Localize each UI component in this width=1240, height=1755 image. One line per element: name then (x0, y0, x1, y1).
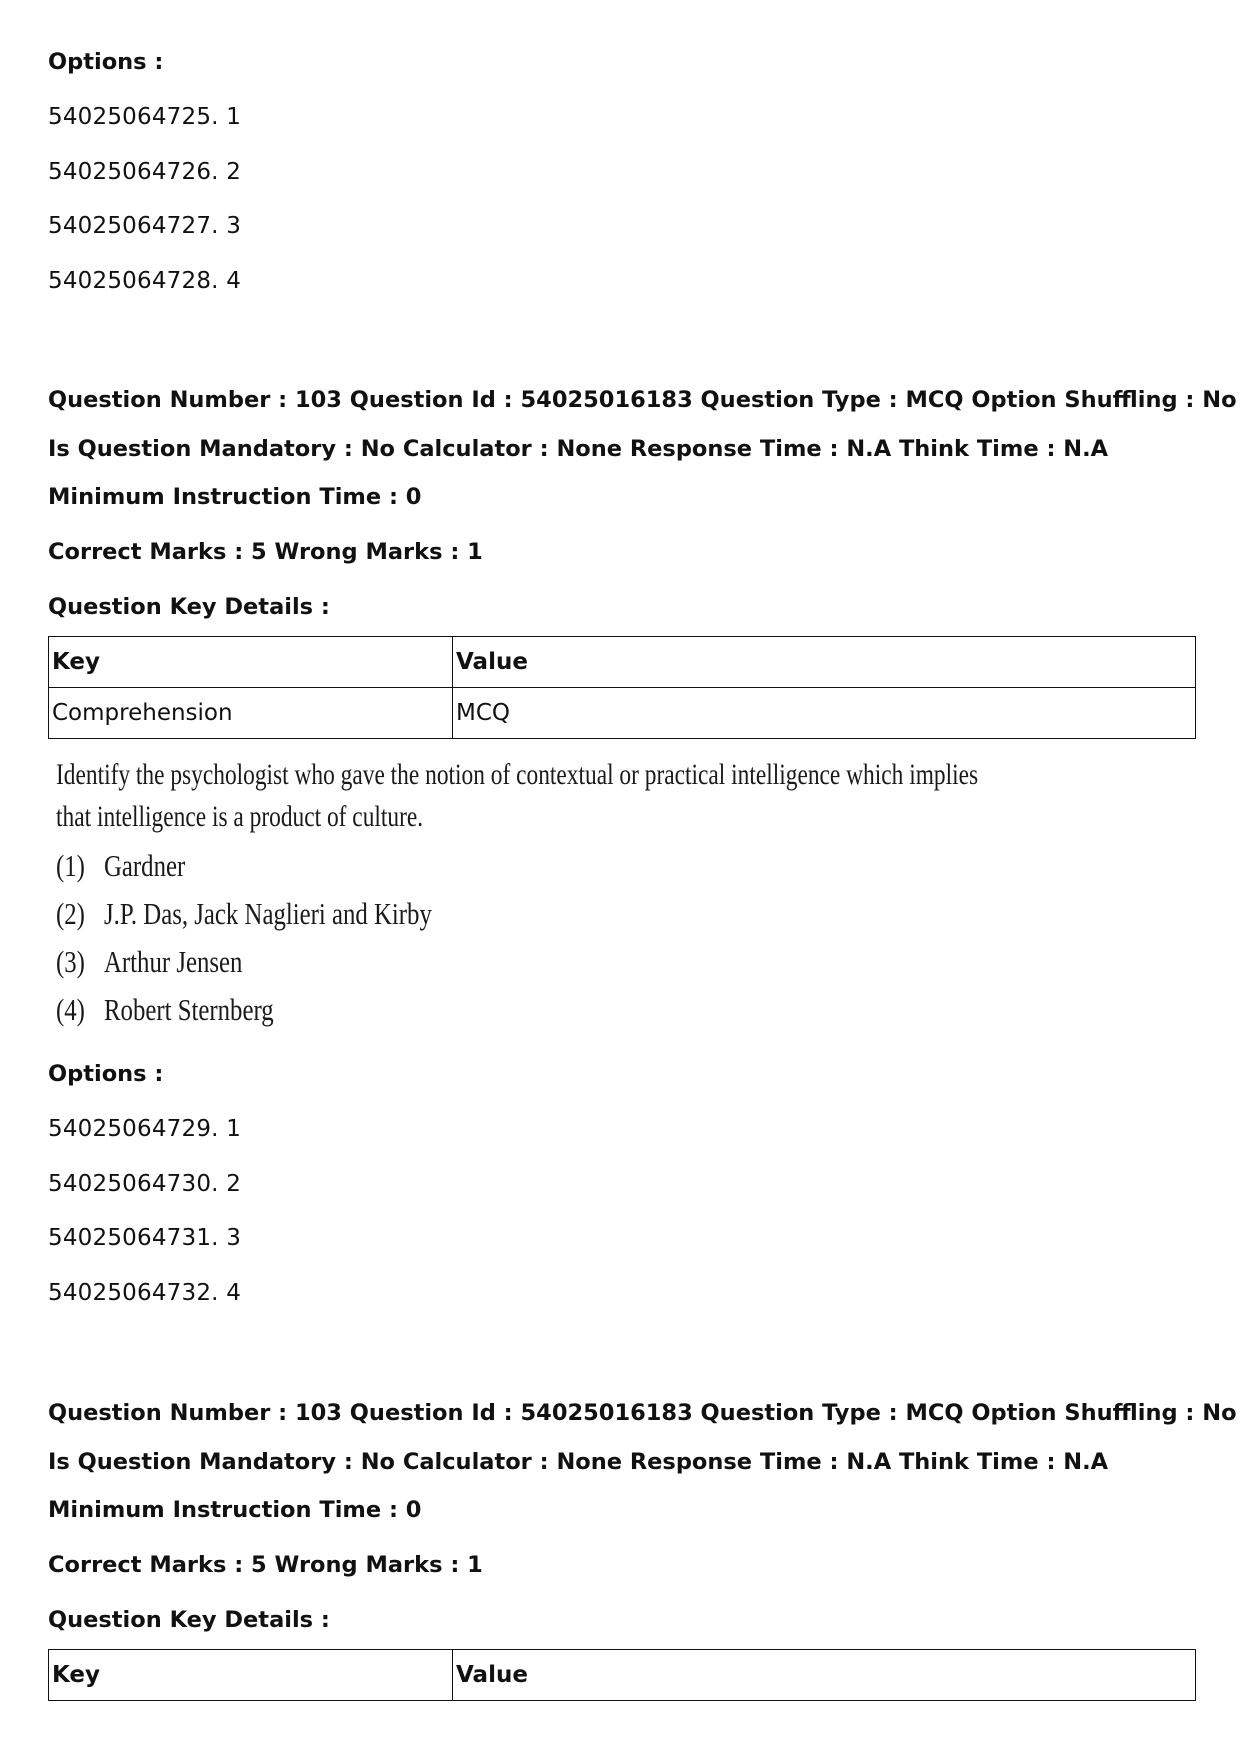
table-header-row (49, 1650, 1196, 1701)
table-row (49, 688, 1196, 739)
table-header-row (49, 637, 1196, 688)
choice-number: (1) (56, 848, 85, 883)
option-item: 54025064728. 4 (48, 268, 242, 294)
question-meta-line: Is Question Mandatory : No Calculator : None Response Time : N.A Think Time : N.A (48, 436, 1109, 462)
option-item: 54025064730. 2 (48, 1171, 242, 1197)
choice-number: (4) (56, 992, 85, 1027)
table-cell-key: Comprehension (49, 688, 453, 739)
answer-choice (56, 942, 242, 982)
option-item: 54025064727. 3 (48, 213, 242, 239)
question-meta-line: Question Number : 103 Question Id : 54025016183 Question Type : MCQ Option Shuffling : No (48, 1400, 1237, 1426)
choice-text: Robert Sternberg (104, 992, 274, 1027)
option-item: 54025064726. 2 (48, 159, 242, 185)
option-item: 54025064731. 3 (48, 1225, 242, 1251)
choice-number: (3) (56, 944, 85, 979)
option-item: 54025064732. 4 (48, 1280, 242, 1306)
question-image (48, 756, 979, 1036)
question-meta-line: Question Number : 103 Question Id : 54025016183 Question Type : MCQ Option Shuffling : No (48, 387, 1237, 413)
question-meta-line: Is Question Mandatory : No Calculator : None Response Time : N.A Think Time : N.A (48, 1449, 1109, 1475)
choice-text: J.P. Das, Jack Naglieri and Kirby (104, 896, 432, 931)
option-item: 54025064729. 1 (48, 1116, 242, 1142)
question-stem-line: that intelligence is a product of culture. (56, 800, 424, 833)
marks-line: Correct Marks : 5 Wrong Marks : 1 (48, 1552, 483, 1578)
table-header-key: Key (49, 637, 453, 688)
question-key-table (48, 636, 1196, 739)
option-item: 54025064725. 1 (48, 104, 242, 130)
table-cell-value: MCQ (453, 688, 1196, 739)
key-details-heading: Question Key Details : (48, 1607, 330, 1633)
question-meta-line: Minimum Instruction Time : 0 (48, 484, 422, 510)
table-header-value: Value (453, 1650, 1196, 1701)
marks-line: Correct Marks : 5 Wrong Marks : 1 (48, 539, 483, 565)
choice-number: (2) (56, 896, 85, 931)
question-meta-line: Minimum Instruction Time : 0 (48, 1497, 422, 1523)
choice-text: Gardner (104, 848, 186, 883)
answer-choice (56, 894, 432, 934)
question-key-table (48, 1649, 1196, 1701)
options-heading: Options : (48, 1061, 164, 1087)
answer-choice (56, 846, 185, 886)
answer-choice (56, 990, 274, 1030)
table-header-value: Value (453, 637, 1196, 688)
question-stem-line: Identify the psychologist who gave the notion of contextual or practical intelligence which implies (56, 758, 979, 791)
key-details-heading: Question Key Details : (48, 594, 330, 620)
options-heading: Options : (48, 49, 164, 75)
choice-text: Arthur Jensen (104, 944, 243, 979)
table-header-key: Key (49, 1650, 453, 1701)
